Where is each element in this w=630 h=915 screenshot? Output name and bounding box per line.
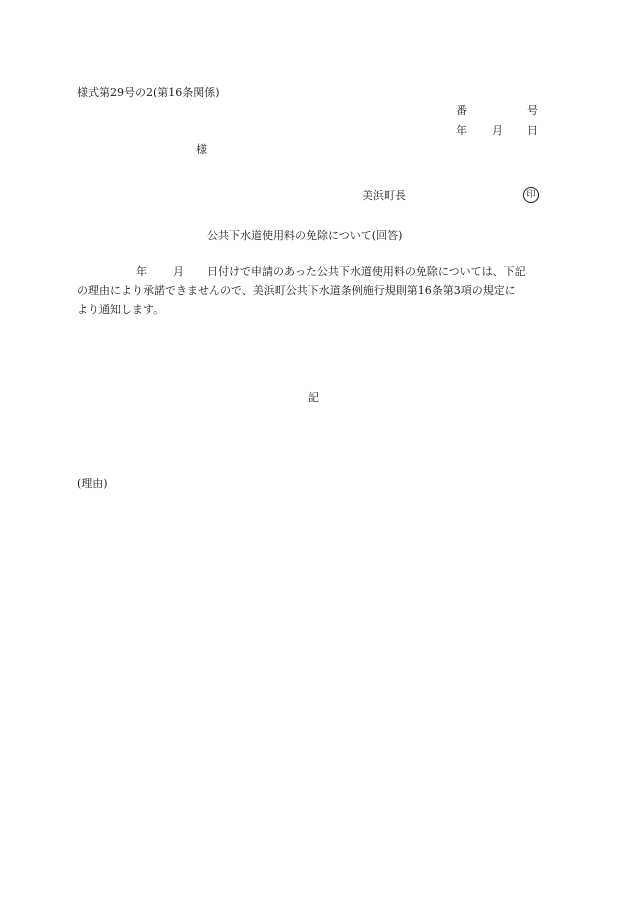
form-label: 様式第29号の2(第16条関係) [77,86,220,99]
date-month: 月 [492,124,503,137]
date-day: 日 [527,124,538,137]
body-line-3: より通知します。 [77,303,165,316]
body-year: 年 [136,265,147,278]
addressee-suffix: 様 [196,143,207,156]
body-line-1-text: 日付けで申請のあった公共下水道使用料の免除については、下記 [207,265,526,278]
number-label: 番 [456,104,467,117]
ki-heading: 記 [308,391,319,404]
body-month: 月 [173,265,184,278]
number-suffix: 号 [527,104,538,117]
issuer: 美浜町長 [362,189,406,202]
reason-label: (理由) [77,477,108,490]
seal-mark: 印 [523,187,539,203]
body-line-2: の理由により承諾できませんので、美浜町公共下水道条例施行規則第16条第3項の規定に [77,284,516,297]
date-year: 年 [456,124,467,137]
document-title: 公共下水道使用料の免除について(回答) [207,229,403,242]
